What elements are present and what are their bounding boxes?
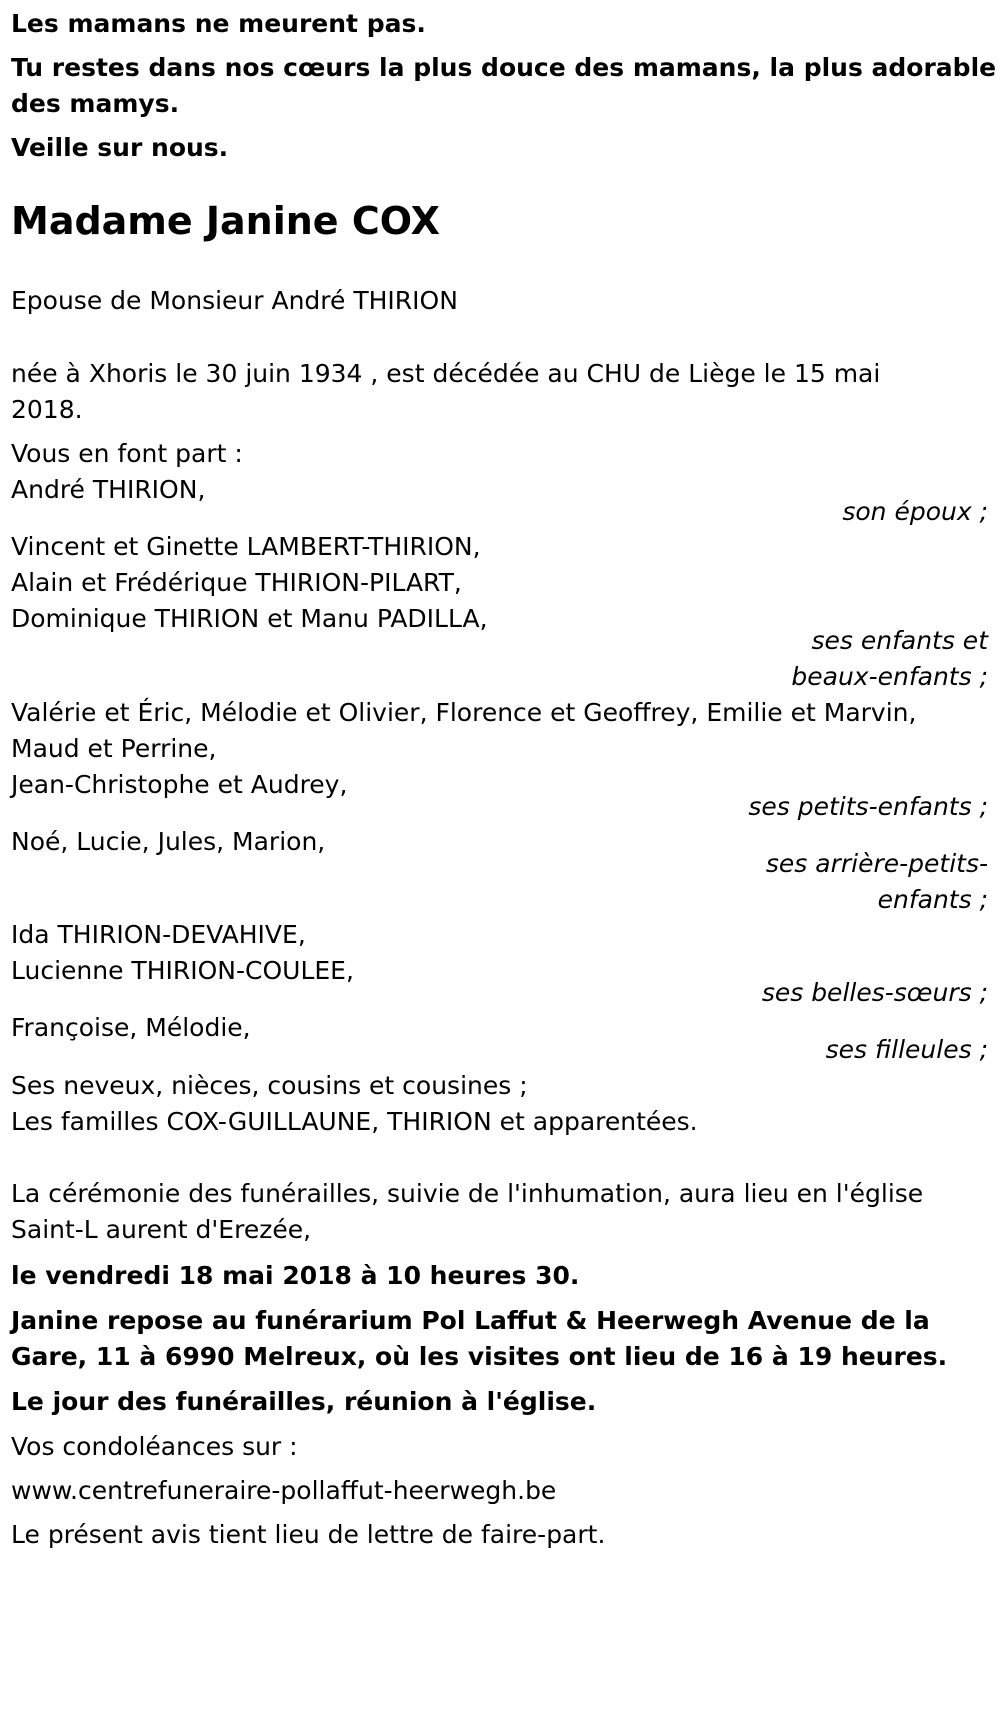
spouse-line: Epouse de Monsieur André THIRION — [11, 286, 458, 315]
condolences-label: Vos condoléances sur : — [11, 1432, 298, 1461]
grandchildren-2: Maud et Perrine, — [11, 734, 217, 763]
intro-line: Vous en font part : — [11, 439, 243, 468]
meeting-line: Le jour des funérailles, réunion à l'église. — [11, 1387, 597, 1416]
quote-line-3: Veille sur nous. — [11, 133, 229, 162]
rest-line-1: Janine repose au funérarium Pol Laffut & Heerwegh Avenue de la — [11, 1306, 930, 1335]
great-grandchildren: Noé, Lucie, Jules, Marion, — [11, 827, 326, 856]
rest-line-2: Gare, 11 à 6990 Melreux, où les visites ont lieu de 16 à 19 heures. — [11, 1342, 948, 1371]
ceremony-line-1: La cérémonie des funérailles, suivie de l'inhumation, aura lieu en l'église — [11, 1179, 924, 1208]
spouse-name: André THIRION, — [11, 475, 206, 504]
quote-line-2a: Tu restes dans nos cœurs la plus douce des mamans, la plus adorable — [11, 53, 997, 82]
condolences-url[interactable]: www.centrefuneraire-pollaffut-heerwegh.be — [11, 1476, 557, 1505]
sisters-role: ses belles-sœurs ; — [761, 978, 988, 1007]
quote-line-2b: des mamys. — [11, 89, 180, 118]
quote-line-1: Les mamans ne meurent pas. — [11, 9, 426, 38]
goddaughters-role: ses filleules ; — [825, 1035, 988, 1064]
deceased-name: Madame Janine COX — [11, 199, 440, 243]
spouse-role: son époux ; — [842, 497, 988, 526]
birth-death-line-2: 2018. — [11, 395, 83, 424]
great-role-1: ses arrière-petits- — [765, 849, 988, 878]
grandchildren-1: Valérie et Éric, Mélodie et Olivier, Florence et Geoffrey, Emilie et Marvin, — [11, 698, 917, 727]
grandchildren-role: ses petits-enfants ; — [748, 792, 988, 821]
children-role-2: beaux-enfants ; — [791, 662, 988, 691]
sister-in-law-1: Ida THIRION-DEVAHIVE, — [11, 920, 306, 949]
sister-in-law-2: Lucienne THIRION-COULEE, — [11, 956, 354, 985]
ceremony-line-2: Saint-L aurent d'Erezée, — [11, 1215, 312, 1244]
child-1: Vincent et Ginette LAMBERT-THIRION, — [11, 532, 481, 561]
grandchildren-3: Jean-Christophe et Audrey, — [11, 770, 348, 799]
child-2: Alain et Frédérique THIRION-PILART, — [11, 568, 462, 597]
birth-death-line-1: née à Xhoris le 30 juin 1934 , est décédée au CHU de Liège le 15 mai — [11, 359, 881, 388]
child-3: Dominique THIRION et Manu PADILLA, — [11, 604, 488, 633]
children-role-1: ses enfants et — [811, 626, 988, 655]
notice-line: Le présent avis tient lieu de lettre de faire-part. — [11, 1520, 606, 1549]
goddaughters: Françoise, Mélodie, — [11, 1013, 251, 1042]
ceremony-date: le vendredi 18 mai 2018 à 10 heures 30. — [11, 1261, 580, 1290]
relatives-line-1: Ses neveux, nièces, cousins et cousines ; — [11, 1071, 528, 1100]
relatives-line-2: Les familles COX-GUILLAUNE, THIRION et apparentées. — [11, 1107, 698, 1136]
great-role-2: enfants ; — [877, 885, 988, 914]
